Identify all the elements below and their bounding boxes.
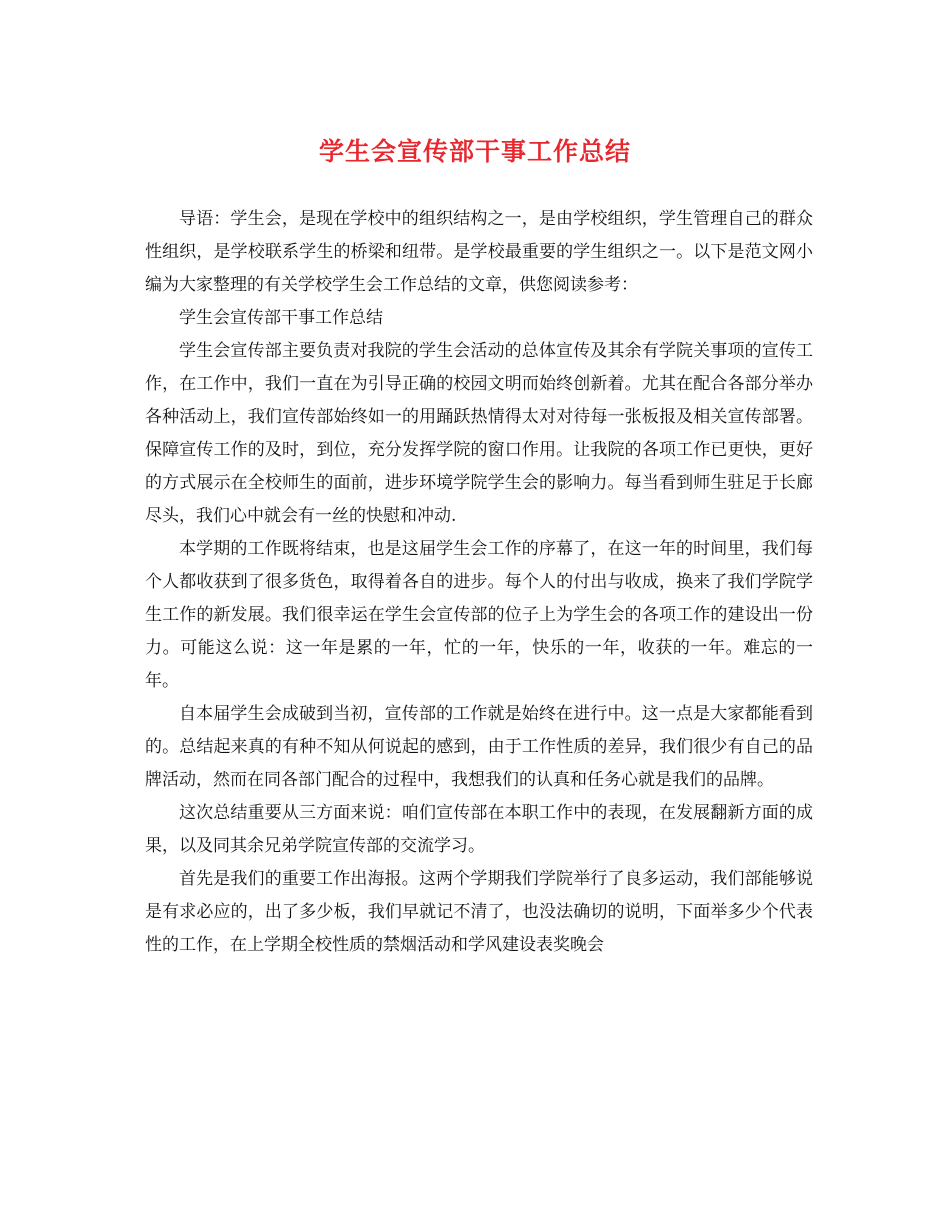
paragraph-intro: 导语：学生会，是现在学校中的组织结构之一，是由学校组织，学生管理自己的群众性组织，是学校联系学生的桥梁和纽带。是学校最重要的学生组织之一。以下是范文网小编为大家整理的有关学校学生会工作总结的文章，供您阅读参考： [145,209,813,295]
paragraph: 首先是我们的重要工作出海报。这两个学期我们学院举行了良多运动，我们部能够说是有求必应的，出了多少板，我们早就记不清了，也没法确切的说明，下面举多少个代表性的工作，在上学期全校性质的禁烟活动和学风建设表奖晚会 [145,869,813,955]
paragraph: 学生会宣传部主要负责对我院的学生会活动的总体宣传及其余有学院关事项的宣传工作，在工作中，我们一直在为引导正确的校园文明而始终创新着。尤其在配合各部分举办各种活动上，我们宣传部始终如一的用踊跃热情得太对对待每一张板报及相关宣传部署。保障宣传工作的及时，到位，充分发挥学院的窗口作用。让我院的各项工作已更快，更好的方式展示在全校师生的面前，进步环境学院学生会的影响力。每当看到师生驻足于长廊尽头，我们心中就会有一丝的快慰和冲动. [145,341,813,526]
paragraph: 这次总结重要从三方面来说：咱们宣传部在本职工作中的表现，在发展翻新方面的成果，以及同其余兄弟学院宣传部的交流学习。 [145,803,813,856]
document-title: 学生会宣传部干事工作总结 [318,137,631,166]
paragraph: 本学期的工作既将结束，也是这届学生会工作的序幕了，在这一年的时间里，我们每个人都收获到了很多货色，取得着各自的进步。每个人的付出与收成，换来了我们学院学生工作的新发展。我们很幸运在学生会宣传部的位子上为学生会的各项工作的建设出一份力。可能这么说：这一年是累的一年，忙的一年，快乐的一年，收获的一年。难忘的一年。 [145,539,813,691]
paragraph-subtitle: 学生会宣传部干事工作总结 [179,308,383,328]
paragraph: 自本届学生会成破到当初，宣传部的工作就是始终在进行中。这一点是大家都能看到的。总结起来真的有种不知从何说起的感到，由于工作性质的差异，我们很少有自己的品牌活动，然而在同各部门配合的过程中，我想我们的认真和任务心就是我们的品牌。 [145,704,813,790]
document-body [145,203,813,962]
